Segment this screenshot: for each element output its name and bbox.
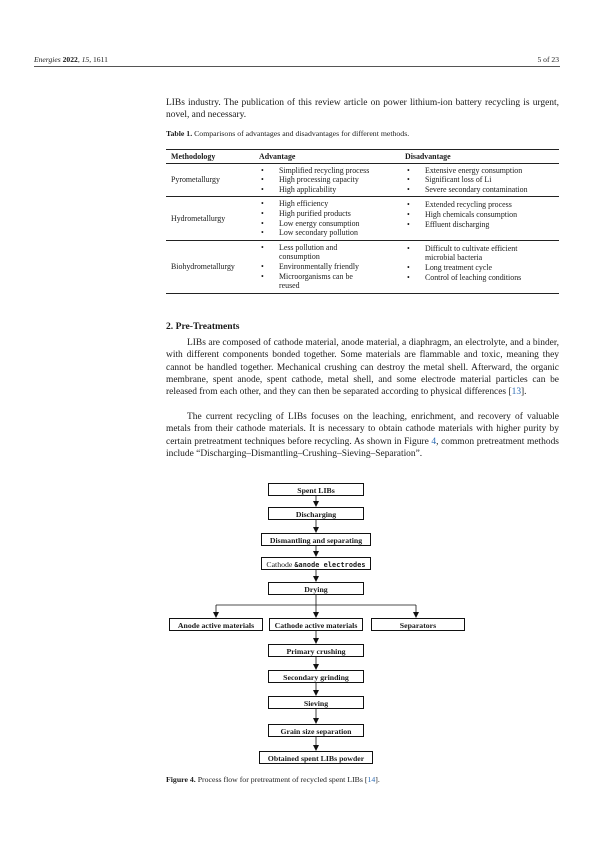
- method-cell: Biohydrometallurgy: [166, 240, 254, 293]
- figure-link[interactable]: 4: [431, 436, 437, 447]
- table-caption-text: Comparisons of advantages and disadvantages for different methods.: [194, 129, 410, 138]
- figure-caption-text: ].: [375, 775, 380, 784]
- flow-box-spent-libs: Spent LIBs: [268, 483, 364, 496]
- advantage-cell: [254, 240, 400, 293]
- advantage-item: • Microorganisms can be reused: [259, 272, 371, 291]
- section-title: 2. Pre-Treatments: [166, 321, 240, 332]
- advantage-item: • High purified products: [259, 209, 395, 219]
- paragraph-text: , common pretreatment methods include “Discharging–Dismantling–Crushing–Sieving–Separation”.: [166, 436, 559, 459]
- table-row: [166, 240, 559, 293]
- flow-box-primary-crushing: Primary crushing: [268, 644, 364, 657]
- flow-box-cathode-anode: [261, 557, 371, 570]
- table-row: [166, 163, 559, 197]
- disadvantage-item: • Long treatment cycle: [405, 263, 540, 273]
- running-header-citation: Energies 2022, 15, 1611: [34, 55, 108, 64]
- page-number: 5 of 23: [537, 55, 559, 64]
- disadvantage-cell: [400, 240, 559, 293]
- advantage-item: • High processing capacity: [259, 175, 395, 185]
- header-disadvantage: Disadvantage: [400, 150, 559, 164]
- citation-link[interactable]: 13: [511, 387, 522, 398]
- citation-link[interactable]: 14: [367, 775, 376, 784]
- disadvantage-item: • Control of leaching conditions: [405, 273, 540, 283]
- disadvantage-item: • Difficult to cultivate efficient microbial bacteria: [405, 244, 540, 263]
- flow-box-drying: Drying: [268, 582, 364, 595]
- disadvantage-item: • Extended recycling process: [405, 200, 554, 210]
- flow-box-anode-active: Anode active materials: [169, 618, 263, 631]
- methods-table: [166, 149, 559, 294]
- advantage-cell: [254, 163, 400, 197]
- paragraph-pretreatment-1: [166, 337, 559, 398]
- advantage-item: • High efficiency: [259, 199, 395, 209]
- flow-box-obtained-powder: Obtained spent LIBs powder: [259, 751, 373, 764]
- method-cell: Hydrometallurgy: [166, 197, 254, 240]
- table-row: [166, 197, 559, 240]
- disadvantage-item: • Extensive energy consumption: [405, 166, 554, 176]
- flow-box-secondary-grinding: Secondary grinding: [268, 670, 364, 683]
- advantage-cell: [254, 197, 400, 240]
- journal-year: 2022: [62, 55, 78, 64]
- table-caption-label: Table 1.: [166, 129, 193, 138]
- pretreatment-flowchart: [0, 480, 595, 770]
- figure-caption: [166, 775, 380, 784]
- table-header-row: [166, 150, 559, 164]
- journal-name: Energies: [34, 55, 61, 64]
- paragraph-text: LIBs are composed of cathode material, anode material, a diaphragm, an electrolyte, and a binder, with different components bonded together. Some materials are flammable and toxic, meaning they cannot be handled together. Mechanical crushing can destroy the metal shell. Afterward, the organic membrane, spent anode, spent cathode, metal shell, and some electrode material particles can be released from each other, and they can then be separated according to physical differences [: [166, 338, 559, 398]
- header-rule: [34, 66, 560, 67]
- advantage-item: • Environmentally friendly: [259, 262, 371, 272]
- flow-box-sieving: Sieving: [268, 696, 364, 709]
- disadvantage-item: • Severe secondary contamination: [405, 185, 554, 195]
- method-cell: Pyrometallurgy: [166, 163, 254, 197]
- disadvantage-cell: [400, 197, 559, 240]
- flow-box-text: Cathode: [266, 560, 295, 569]
- advantage-item: • Low energy consumption: [259, 219, 395, 229]
- advantage-item: • Low secondary pollution: [259, 228, 395, 238]
- disadvantage-item: • High chemicals consumption: [405, 210, 554, 220]
- figure-caption-text: Process flow for pretreatment of recycled spent LIBs [: [197, 775, 368, 784]
- advantage-item: • Less pollution and consumption: [259, 243, 371, 262]
- paragraph-text: ].: [521, 387, 527, 398]
- journal-volume: 15: [81, 55, 90, 64]
- advantage-item: • Simplified recycling process: [259, 166, 395, 176]
- table-caption: [166, 129, 409, 138]
- flow-box-text: &anode electrodes: [294, 561, 366, 569]
- advantage-item: • High applicability: [259, 185, 395, 195]
- flow-box-cathode-active: Cathode active materials: [269, 618, 363, 631]
- header-methodology: Methodology: [166, 150, 254, 164]
- article-number: 1611: [93, 55, 108, 64]
- flow-box-dismantling: Dismantling and separating: [261, 533, 371, 546]
- paragraph-text: The current recycling of LIBs focuses on the leaching, enrichment, and recovery of valuable metals from their cathode materials. It is necessary to obtain cathode materials with higher purity by certain pretreatment techniques before recycling. As shown in Figure: [166, 412, 559, 447]
- flow-box-grain-size: Grain size separation: [268, 724, 364, 737]
- paragraph-pretreatment-2: [166, 411, 559, 460]
- figure-caption-label: Figure 4.: [166, 775, 196, 784]
- disadvantage-item: • Effluent discharging: [405, 220, 554, 230]
- header-advantage: Advantage: [254, 150, 400, 164]
- flow-box-discharging: Discharging: [268, 507, 364, 520]
- flow-box-separators: Separators: [371, 618, 465, 631]
- disadvantage-item: • Significant loss of Li: [405, 175, 554, 185]
- disadvantage-cell: [400, 163, 559, 197]
- intro-paragraph: LIBs industry. The publication of this review article on power lithium-ion battery recycling is urgent, novel, and necessary.: [166, 98, 559, 121]
